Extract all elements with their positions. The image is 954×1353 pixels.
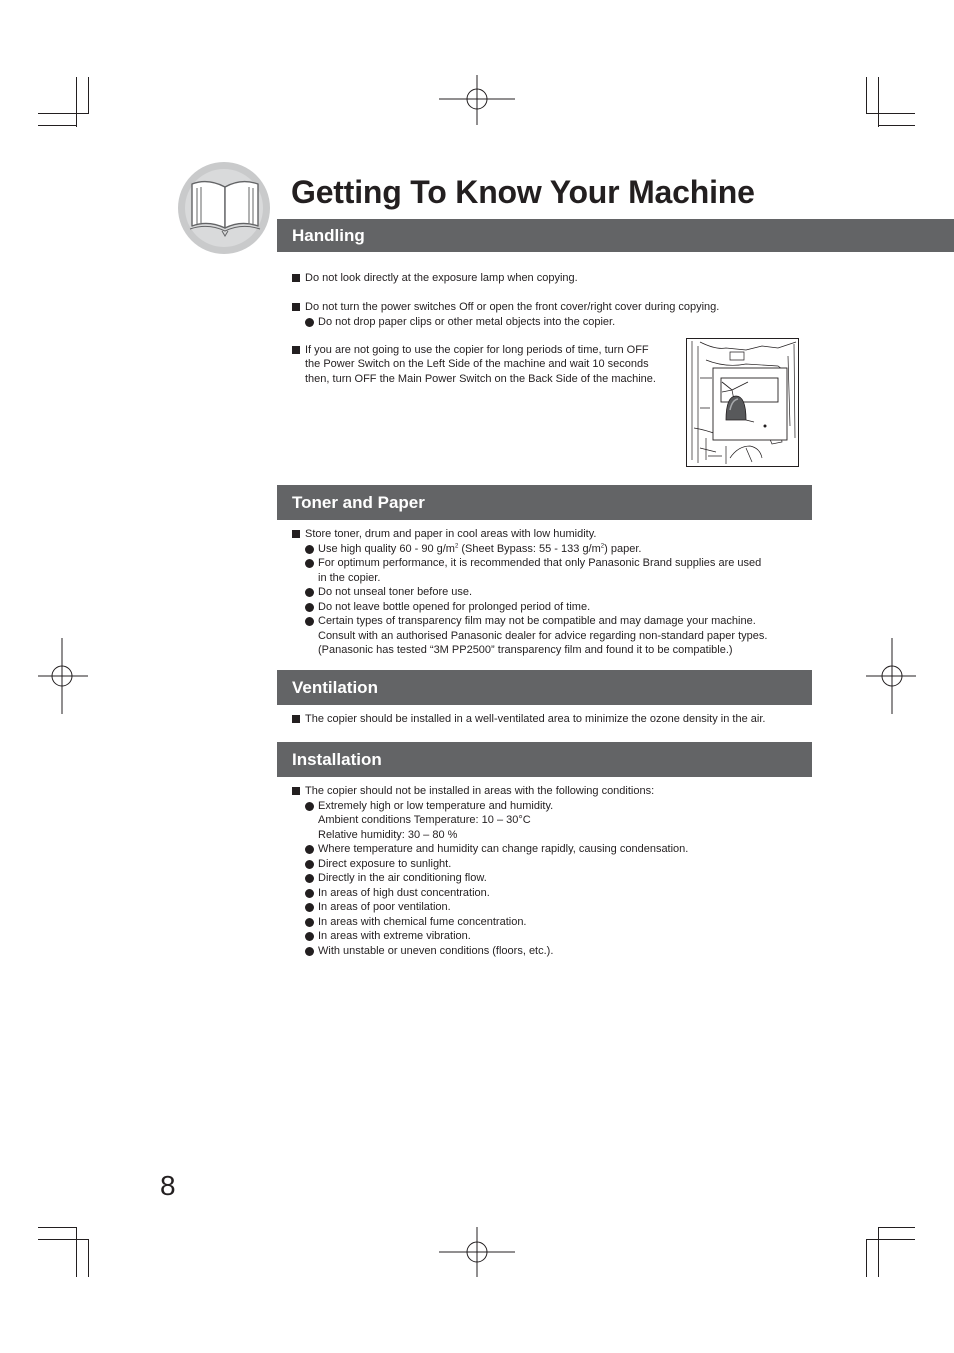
list-item-text: Store toner, drum and paper in cool areas with low humidity. (305, 528, 597, 540)
circle-bullet-icon (305, 903, 314, 912)
sub-list-item (291, 556, 812, 571)
page-number: 8 (160, 1170, 176, 1201)
square-bullet-icon (292, 346, 300, 354)
list-item-text: Do not unseal toner before use. (318, 586, 473, 598)
list-item-text: Certain types of transparency film may not be compatible and may damage your machine. (318, 615, 756, 627)
list-item-text: In areas with chemical fume concentration. (318, 915, 527, 928)
list-item-text: Use high quality 60 - 90 g/m (318, 542, 455, 555)
circle-bullet-icon (305, 918, 314, 927)
power-switch-illustration (686, 338, 799, 467)
registration-mark-right (866, 638, 916, 714)
open-book-icon (178, 160, 278, 260)
list-item-text: The copier should be installed in a well-ventilated area to minimize the ozone density in the air. (305, 713, 766, 725)
circle-bullet-icon (305, 932, 314, 941)
sub-list-item (291, 857, 812, 872)
list-item-text: (Sheet Bypass: 55 - 133 g/m (458, 542, 601, 555)
registration-mark-bottom (439, 1227, 515, 1277)
list-item-text: With unstable or uneven conditions (floors, etc.). (318, 944, 554, 957)
circle-bullet-icon (305, 545, 314, 554)
list-item-continued: the Power Switch on the Left Side of the machine and wait 10 seconds (305, 358, 649, 370)
circle-bullet-icon (305, 588, 314, 597)
sub-list-item-continued: Ambient conditions Temperature: 10 – 30°C (318, 814, 531, 826)
sub-list-item-continued: Consult with an authorised Panasonic dealer for advice regarding non-standard paper types. (318, 629, 768, 642)
circle-bullet-icon (305, 889, 314, 898)
installation-list (291, 784, 812, 958)
circle-bullet-icon (305, 860, 314, 869)
square-bullet-icon (292, 715, 300, 723)
sub-list-item (291, 915, 812, 930)
list-item (291, 300, 821, 315)
sub-list-item (291, 585, 812, 600)
superscript: 2 (600, 542, 605, 549)
sub-list-item (291, 886, 812, 901)
list-item (291, 712, 812, 727)
circle-bullet-icon (305, 603, 314, 612)
list-item-text: Do not drop paper clips or other metal objects into the copier. (318, 315, 616, 328)
toner-list (291, 527, 812, 658)
page-title: Getting To Know Your Machine (291, 174, 755, 210)
square-bullet-icon (292, 274, 300, 282)
sub-list-item (291, 600, 812, 615)
sub-list-item (291, 542, 812, 557)
section-heading-handling: Handling (277, 219, 954, 252)
list-item (291, 527, 812, 542)
circle-bullet-icon (305, 947, 314, 956)
circle-bullet-icon (305, 874, 314, 883)
section-heading-toner-and-paper: Toner and Paper (277, 485, 812, 520)
circle-bullet-icon (305, 318, 314, 327)
sub-list-item (291, 315, 821, 330)
list-item-text: In areas of poor ventilation. (318, 901, 451, 913)
square-bullet-icon (292, 530, 300, 538)
list-item-text: In areas of high dust concentration. (318, 886, 490, 899)
list-item (291, 784, 812, 799)
circle-bullet-icon (305, 802, 314, 811)
list-item-text: Extremely high or low temperature and humidity. (318, 799, 554, 812)
circle-bullet-icon (305, 845, 314, 854)
list-item-text: The copier should not be installed in areas with the following conditions: (305, 785, 655, 797)
sub-list-item-continued: (Panasonic has tested “3M PP2500” transparency film and found it to be compatible.) (318, 644, 733, 656)
sub-list-item (291, 614, 812, 629)
section-heading-ventilation: Ventilation (277, 670, 812, 705)
square-bullet-icon (292, 787, 300, 795)
square-bullet-icon (292, 303, 300, 311)
circle-bullet-icon (305, 617, 314, 626)
list-item-text: Directly in the air conditioning flow. (318, 872, 487, 884)
list-item-text: For optimum performance, it is recommended that only Panasonic Brand supplies are used (318, 557, 762, 569)
list-item-continued: then, turn OFF the Main Power Switch on the Back Side of the machine. (305, 372, 656, 385)
sub-list-item (291, 929, 812, 944)
section-heading-installation: Installation (277, 742, 812, 777)
sub-list-item-continued: in the copier. (318, 571, 381, 584)
sub-list-item (291, 871, 812, 886)
ventilation-list (291, 712, 812, 727)
list-item-text: Direct exposure to sunlight. (318, 857, 452, 870)
sub-list-item (291, 900, 812, 915)
registration-mark-top (439, 75, 515, 125)
superscript: 2 (454, 542, 459, 549)
list-item-text: In areas with extreme vibration. (318, 930, 471, 942)
circle-bullet-icon (305, 559, 314, 568)
list-item (291, 271, 821, 286)
list-item-text: Do not turn the power switches Off or open the front cover/right cover during copying. (305, 301, 720, 313)
list-item-text: If you are not going to use the copier for long periods of time, turn OFF (305, 343, 649, 356)
sub-list-item (291, 944, 812, 959)
sub-list-item-continued: Relative humidity: 30 – 80 % (318, 828, 458, 841)
list-item-text: Where temperature and humidity can change rapidly, causing condensation. (318, 843, 689, 855)
list-item-text: ) paper. (604, 542, 642, 555)
sub-list-item (291, 799, 812, 814)
sub-list-item (291, 842, 812, 857)
list-item-text: Do not leave bottle opened for prolonged period of time. (318, 600, 591, 613)
registration-mark-left (38, 638, 88, 714)
list-item-text: Do not look directly at the exposure lamp when copying. (305, 272, 578, 284)
